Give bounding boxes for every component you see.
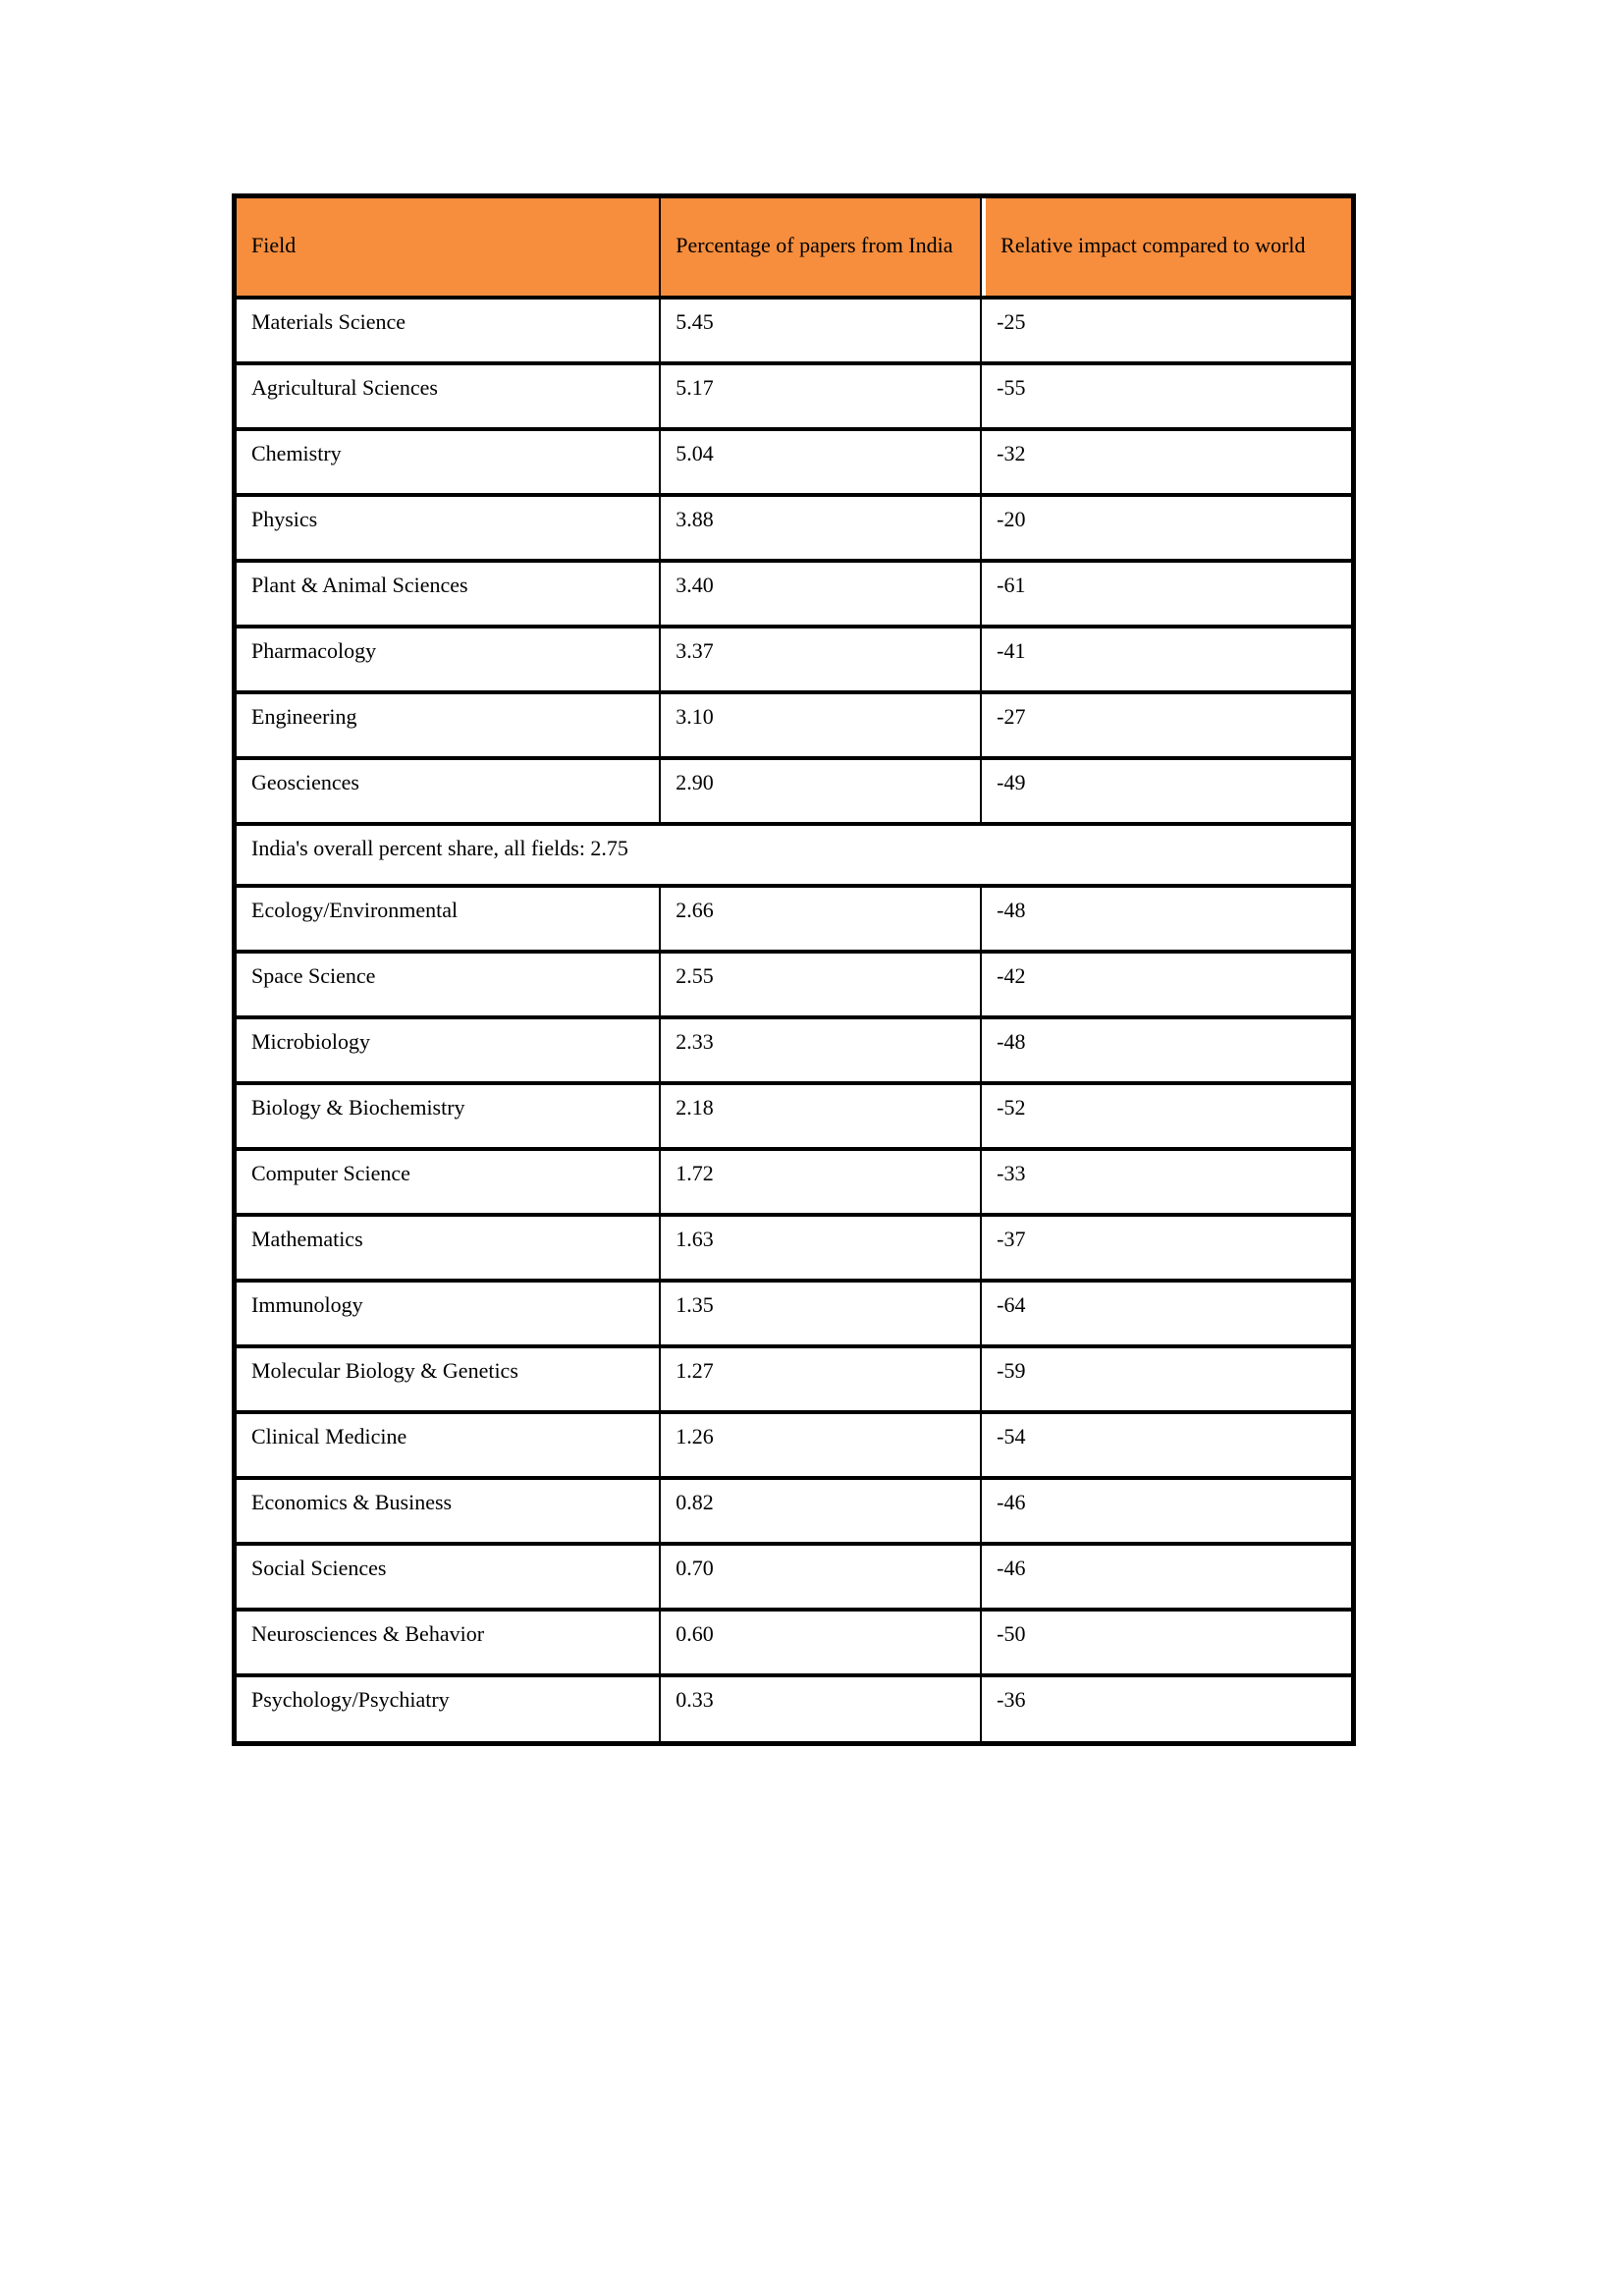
share-cell: 3.88	[660, 495, 981, 561]
field-cell: Economics & Business	[237, 1478, 660, 1544]
share-cell: 1.26	[660, 1412, 981, 1478]
field-cell: Immunology	[237, 1281, 660, 1346]
table-row	[237, 627, 1351, 692]
field-cell: Social Sciences	[237, 1544, 660, 1610]
table-header	[237, 198, 1351, 298]
share-cell: 2.18	[660, 1083, 981, 1149]
table-row	[237, 429, 1351, 495]
field-cell: Neurosciences & Behavior	[237, 1610, 660, 1675]
share-cell: 1.27	[660, 1346, 981, 1412]
impact-cell: -48	[981, 886, 1351, 952]
impact-cell: -27	[981, 692, 1351, 758]
field-cell: Psychology/Psychiatry	[237, 1675, 660, 1741]
overall-share-note: India's overall percent share, all fields: 2.75	[237, 824, 1351, 886]
field-cell: Physics	[237, 495, 660, 561]
share-cell: 1.63	[660, 1215, 981, 1281]
impact-cell: -46	[981, 1544, 1351, 1610]
field-cell: Chemistry	[237, 429, 660, 495]
table-row	[237, 1544, 1351, 1610]
impact-cell: -33	[981, 1149, 1351, 1215]
table-row	[237, 1017, 1351, 1083]
table-row	[237, 1610, 1351, 1675]
table-row	[237, 758, 1351, 824]
impact-cell: -64	[981, 1281, 1351, 1346]
impact-cell: -32	[981, 429, 1351, 495]
field-cell: Microbiology	[237, 1017, 660, 1083]
field-cell: Materials Science	[237, 298, 660, 363]
header-share: Percentage of papers from India	[660, 198, 981, 298]
impact-cell: -41	[981, 627, 1351, 692]
field-cell: Molecular Biology & Genetics	[237, 1346, 660, 1412]
share-cell: 2.90	[660, 758, 981, 824]
share-cell: 3.10	[660, 692, 981, 758]
impact-cell: -61	[981, 561, 1351, 627]
note-row	[237, 824, 1351, 886]
field-cell: Plant & Animal Sciences	[237, 561, 660, 627]
field-cell: Mathematics	[237, 1215, 660, 1281]
share-cell: 0.70	[660, 1544, 981, 1610]
table-row	[237, 363, 1351, 429]
table-row	[237, 952, 1351, 1017]
impact-cell: -55	[981, 363, 1351, 429]
table-row	[237, 1281, 1351, 1346]
field-cell: Agricultural Sciences	[237, 363, 660, 429]
table-row	[237, 1215, 1351, 1281]
field-cell: Space Science	[237, 952, 660, 1017]
impact-cell: -49	[981, 758, 1351, 824]
table-row	[237, 1478, 1351, 1544]
impact-cell: -59	[981, 1346, 1351, 1412]
table-row	[237, 1412, 1351, 1478]
table-row	[237, 298, 1351, 363]
india-research-table	[232, 193, 1356, 1746]
impact-cell: -46	[981, 1478, 1351, 1544]
share-cell: 3.37	[660, 627, 981, 692]
field-cell: Biology & Biochemistry	[237, 1083, 660, 1149]
table-row	[237, 561, 1351, 627]
field-cell: Ecology/Environmental	[237, 886, 660, 952]
header-field: Field	[237, 198, 660, 298]
share-cell: 0.60	[660, 1610, 981, 1675]
field-cell: Clinical Medicine	[237, 1412, 660, 1478]
field-cell: Engineering	[237, 692, 660, 758]
table-row	[237, 1083, 1351, 1149]
fields-impact-table	[237, 198, 1351, 1741]
share-cell: 5.04	[660, 429, 981, 495]
impact-cell: -42	[981, 952, 1351, 1017]
share-cell: 0.33	[660, 1675, 981, 1741]
table-row	[237, 886, 1351, 952]
header-row	[237, 198, 1351, 298]
field-cell: Computer Science	[237, 1149, 660, 1215]
share-cell: 2.55	[660, 952, 981, 1017]
impact-cell: -25	[981, 298, 1351, 363]
table-row	[237, 1675, 1351, 1741]
table-row	[237, 692, 1351, 758]
impact-cell: -48	[981, 1017, 1351, 1083]
field-cell: Geosciences	[237, 758, 660, 824]
impact-cell: -50	[981, 1610, 1351, 1675]
header-impact: Relative impact compared to world	[981, 198, 1351, 298]
impact-cell: -52	[981, 1083, 1351, 1149]
impact-cell: -37	[981, 1215, 1351, 1281]
share-cell: 1.72	[660, 1149, 981, 1215]
share-cell: 3.40	[660, 561, 981, 627]
field-cell: Pharmacology	[237, 627, 660, 692]
table-row	[237, 1149, 1351, 1215]
table-row	[237, 495, 1351, 561]
table-row	[237, 1346, 1351, 1412]
share-cell: 2.33	[660, 1017, 981, 1083]
share-cell: 2.66	[660, 886, 981, 952]
impact-cell: -54	[981, 1412, 1351, 1478]
table-body	[237, 298, 1351, 1741]
share-cell: 5.45	[660, 298, 981, 363]
share-cell: 1.35	[660, 1281, 981, 1346]
impact-cell: -20	[981, 495, 1351, 561]
impact-cell: -36	[981, 1675, 1351, 1741]
share-cell: 0.82	[660, 1478, 981, 1544]
share-cell: 5.17	[660, 363, 981, 429]
